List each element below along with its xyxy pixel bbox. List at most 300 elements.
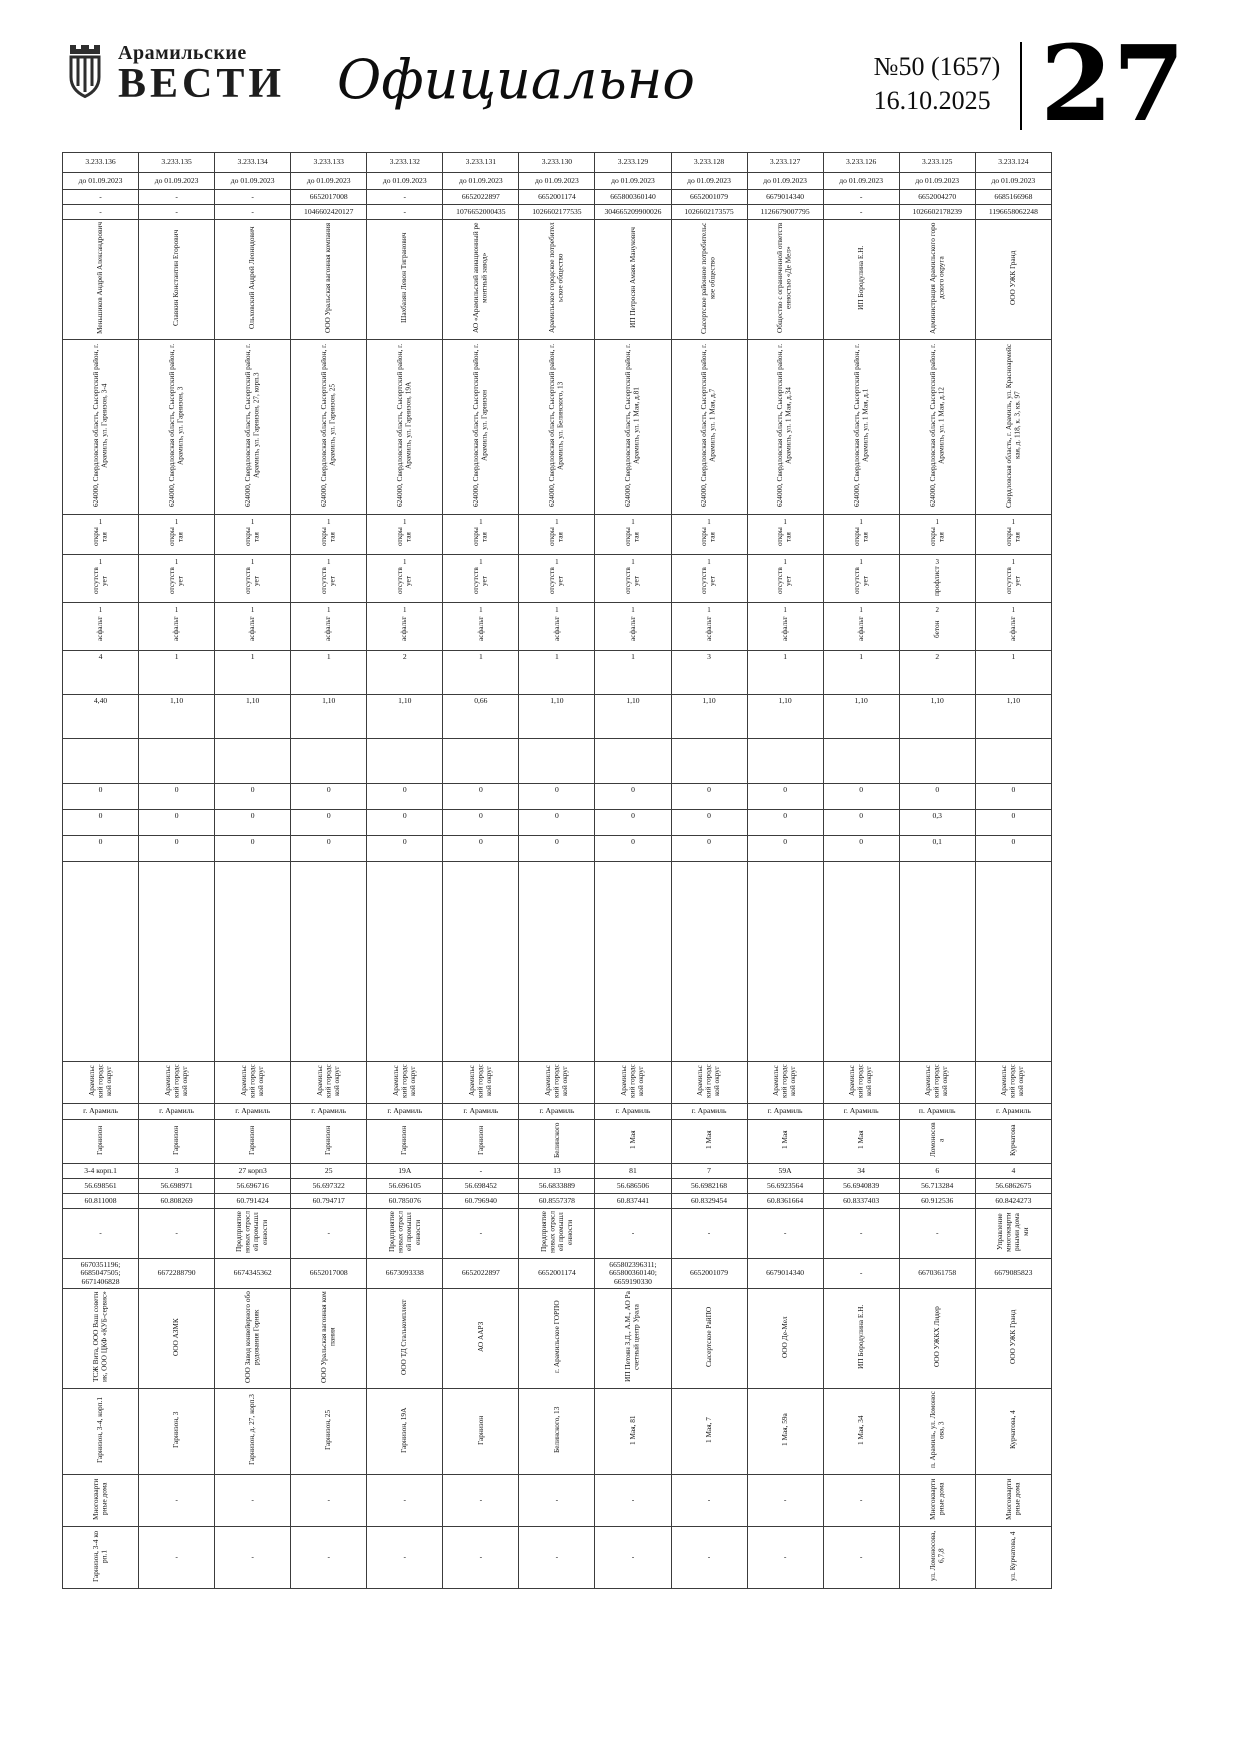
vertical-cell-text: Сысертское районное потребительское общество (699, 222, 718, 334)
cell-text: г. Арамиль (311, 1106, 347, 1116)
cell-text: 56.698971 (160, 1180, 193, 1190)
row-empty-1-cell-2 (139, 739, 215, 784)
vertical-cell-text: открытая (699, 527, 718, 547)
row-mgmt-name-cell-3 (215, 1289, 291, 1389)
vertical-cell-text: отсутствует (547, 567, 565, 595)
count-value: 1 (479, 606, 483, 615)
row-inn-cell-13 (975, 190, 1051, 205)
vertical-cell-text: Гарнизон, 3-4, корп.1 (95, 1397, 105, 1464)
count-value: 3 (935, 558, 939, 567)
row-street (63, 1120, 1052, 1164)
cell-text: - (99, 191, 102, 201)
vertical-cell-text: Предприятие новых отраслей промышленности (234, 1211, 270, 1254)
cell-text: 0 (250, 811, 255, 820)
brand-text (118, 42, 286, 108)
row-count-cell-6 (443, 651, 519, 695)
row-fence-cell-12 (899, 555, 975, 603)
vertical-cell-text: 624000, Свердловская область, Сысертский район, г. Арамиль, ул. 1 Мая, д.34 (775, 344, 794, 508)
row-mgmt-address-cell-3 (215, 1389, 291, 1475)
row-area-cell-1 (63, 695, 139, 739)
cell-text: до 01.09.2023 (78, 175, 123, 185)
vertical-cell-text: АО «Арамильский авиационный ремонтный завод» (471, 223, 489, 334)
vertical-cell-text: открытая (547, 527, 565, 547)
count-value: 1 (935, 518, 939, 527)
vertical-cell-text: асфальт (247, 617, 257, 642)
cell-text: 3.233.131 (465, 157, 497, 167)
cell-text: - (783, 1552, 787, 1562)
vertical-cell-text: Сысертское РайПО (703, 1307, 713, 1368)
vertical-cell-text: отсутствует (471, 567, 489, 595)
row-housing-type-cell-10 (747, 1475, 823, 1527)
row-latitude-cell-1 (63, 1179, 139, 1194)
row-housing-type-cell-4 (291, 1475, 367, 1527)
vertical-cell-text: 624000, Свердловская область, Сысертский район, г. Арамиль, ул. Гарнизон, 3-4 (90, 344, 109, 508)
cell-text: до 01.09.2023 (611, 175, 655, 185)
row-mgmt-inn-cell-7 (519, 1259, 595, 1289)
cell-text: 2 (935, 652, 940, 661)
row-ground-type-cell-3 (215, 515, 291, 555)
cell-text: 1 (631, 652, 635, 661)
vertical-cell-text: 624000, Свердловская область, Сысертский район, г. Арамиль, ул. 1 Мая, д.81 (623, 344, 641, 508)
cell-text: 3.233.125 (922, 157, 953, 167)
row-empty-2 (63, 862, 1052, 1062)
vertical-cell-text: ООО Уральская вагонная компания (323, 223, 333, 334)
row-surface-cell-1 (63, 603, 139, 651)
cell-text: 3.233.128 (693, 157, 725, 167)
cell-text: - (859, 1552, 863, 1562)
row-mgmt-address-cell-12 (899, 1389, 975, 1475)
row-mgmt-inn (63, 1259, 1052, 1289)
cell-text: 56.6833889 (538, 1180, 575, 1190)
cell-text: 56.6982168 (690, 1180, 728, 1190)
row-inn-cell-6 (443, 190, 519, 205)
section-title: Официально (337, 48, 695, 111)
cell-text: до 01.09.2023 (763, 175, 807, 185)
row-owner-name-cell-8 (595, 220, 671, 340)
newspaper-logo (62, 40, 285, 107)
row-activity-cell-2 (139, 1209, 215, 1259)
vertical-cell-text: ООО Де-Мел (779, 1316, 789, 1359)
row-date-cell-10 (747, 173, 823, 190)
vertical-cell-text: 1 Мая (779, 1130, 789, 1150)
vertical-cell-text: открытая (851, 527, 870, 547)
row-surface-cell-4 (291, 603, 367, 651)
row-empty-1-cell-9 (671, 739, 747, 784)
cell-text: - (707, 1552, 711, 1562)
row-city-cell-6 (443, 1104, 519, 1120)
cell-text: 3.233.129 (617, 157, 649, 167)
row-housing-type-cell-5 (367, 1475, 443, 1527)
cell-text: до 01.09.2023 (382, 175, 427, 185)
cell-text: 0 (326, 837, 331, 846)
row-area-cell-8 (595, 695, 671, 739)
row-activity-cell-12 (899, 1209, 975, 1259)
row-fence-cell-3 (215, 555, 291, 603)
row-mgmt-address-cell-8 (595, 1389, 671, 1475)
cell-text: 0 (1011, 785, 1016, 794)
row-owner-address-cell-10 (747, 340, 823, 515)
row-zero-3-cell-9 (671, 836, 747, 862)
vertical-cell-text: Арамильский городской округ (695, 1064, 722, 1099)
row-empty-2-cell-11 (823, 862, 899, 1062)
row-zero-2-cell-3 (215, 810, 291, 836)
row-owner-name-cell-13 (975, 220, 1051, 340)
row-date-cell-6 (443, 173, 519, 190)
row-mgmt-inn-cell-8 (595, 1259, 671, 1289)
row-city-cell-7 (519, 1104, 595, 1120)
row-owner-address-cell-8 (595, 340, 671, 515)
row-fence (63, 555, 1052, 603)
cell-text: 4 (98, 652, 103, 661)
count-value: 1 (174, 558, 179, 567)
cell-text: 1,10 (550, 696, 564, 705)
vertical-cell-text: г. Арамильское ГОРПО (551, 1300, 561, 1374)
cell-text: 4,40 (93, 696, 108, 705)
row-city-cell-10 (747, 1104, 823, 1120)
vertical-cell-text: Многоквартирные дома (1003, 1478, 1022, 1520)
row-zero-1-cell-1 (63, 784, 139, 810)
count-value: 1 (555, 558, 559, 567)
row-zero-1-cell-13 (975, 784, 1051, 810)
row-housing-address (63, 1527, 1052, 1589)
vertical-cell-text: Общество с ограниченной ответственностью «Де Мел» (775, 223, 794, 334)
count-value: 1 (707, 606, 711, 615)
row-object-id-cell-12 (899, 153, 975, 173)
vertical-cell-text: ООО АЗМК (171, 1318, 181, 1357)
vertical-cell-text: ООО УЖКХ Лидер (931, 1306, 941, 1368)
cell-text: г. Арамиль (843, 1106, 879, 1116)
row-owner-address-cell-7 (519, 340, 595, 515)
vertical-cell-text: Ольховский Андрей Леонидович (247, 226, 257, 330)
vertical-cell-text: отсутствует (699, 567, 718, 595)
cell-text: 1,10 (322, 696, 336, 705)
cell-text: 0 (326, 811, 331, 820)
row-inn-cell-1 (63, 190, 139, 205)
cell-text: 60.912536 (921, 1195, 954, 1205)
cell-text: 60.8329454 (690, 1195, 728, 1205)
cell-text: до 01.09.2023 (687, 175, 731, 185)
row-count-cell-13 (975, 651, 1051, 695)
cell-text: 6652001174 (538, 1268, 576, 1278)
row-date-cell-2 (139, 173, 215, 190)
row-mgmt-inn-cell-11 (823, 1259, 899, 1289)
row-house-number (63, 1164, 1052, 1179)
vertical-cell-text: Арамильский городской округ (847, 1064, 874, 1099)
cell-text: до 01.09.2023 (458, 175, 503, 185)
row-fence-cell-13 (975, 555, 1051, 603)
vertical-cell-text: ООО Уральская вагонная компания (319, 1291, 337, 1384)
row-housing-type-cell-13 (975, 1475, 1051, 1527)
row-fence-cell-11 (823, 555, 899, 603)
row-ogrn-cell-6 (443, 205, 519, 220)
row-surface-cell-12 (899, 603, 975, 651)
cell-text: - (783, 1495, 787, 1505)
cell-text: - (175, 191, 178, 201)
row-owner-address-cell-2 (139, 340, 215, 515)
row-area-cell-3 (215, 695, 291, 739)
cell-text: 56.698452 (464, 1180, 497, 1190)
vertical-cell-text: ИП Петросян Амаяк Манукович (627, 227, 637, 329)
cell-text: - (403, 206, 407, 216)
row-activity-cell-8 (595, 1209, 671, 1259)
row-inn-cell-3 (215, 190, 291, 205)
cell-text: 0 (859, 811, 864, 820)
row-count-cell-4 (291, 651, 367, 695)
row-zero-3-cell-13 (975, 836, 1051, 862)
cell-text: 1 (555, 652, 559, 661)
vertical-cell-text: Гарнизон (171, 1125, 181, 1155)
cell-text: 1026602178239 (912, 206, 962, 216)
row-city-cell-9 (671, 1104, 747, 1120)
row-owner-address-cell-4 (291, 340, 367, 515)
vertical-cell-text: асфальт (551, 617, 561, 642)
vertical-cell-text: Шахбазян Левон Тигранович (399, 233, 409, 324)
row-city-cell-4 (291, 1104, 367, 1120)
count-value: 1 (479, 558, 483, 567)
row-housing-address-cell-10 (747, 1527, 823, 1589)
vertical-cell-text: Арамильский городской округ (923, 1064, 950, 1099)
count-value: 1 (403, 558, 407, 567)
row-ground-type-cell-11 (823, 515, 899, 555)
brand-name-top: Арамильские (118, 42, 247, 65)
row-activity-cell-1 (63, 1209, 139, 1259)
row-date-cell-9 (671, 173, 747, 190)
row-empty-1-cell-7 (519, 739, 595, 784)
row-empty-2-cell-4 (291, 862, 367, 1062)
row-mgmt-address-cell-9 (671, 1389, 747, 1475)
row-zero-2-cell-8 (595, 810, 671, 836)
count-value: 1 (98, 518, 103, 527)
cell-text: 1046602420127 (304, 206, 354, 216)
cell-text: 60.785076 (388, 1195, 421, 1205)
row-mgmt-inn-cell-10 (747, 1259, 823, 1289)
cell-text: 27 корп3 (238, 1165, 267, 1175)
vertical-cell-text: 624000, Свердловская область, Сысертский район, г. Арамиль, ул. Гарнизон (471, 344, 489, 508)
cell-text: до 01.09.2023 (991, 175, 1036, 185)
vertical-cell-text: Арамильский городской округ (238, 1064, 265, 1099)
cell-text: 3.233.127 (769, 157, 801, 167)
vertical-cell-text: асфальт (95, 617, 105, 642)
row-street-cell-10 (747, 1120, 823, 1164)
row-housing-address-cell-3 (215, 1527, 291, 1589)
vertical-cell-text: 1 Мая, 7 (703, 1417, 713, 1444)
row-object-id-cell-6 (443, 153, 519, 173)
row-latitude-cell-9 (671, 1179, 747, 1194)
vertical-cell-text: 624000, Свердловская область, Сысертский район, г. Арамиль, ул. 1 Мая, д.7 (699, 344, 718, 508)
cell-text: - (251, 1495, 254, 1505)
cell-text: 0 (98, 837, 103, 846)
row-house-number-cell-10 (747, 1164, 823, 1179)
row-housing-type-cell-2 (139, 1475, 215, 1527)
count-value: 1 (631, 518, 635, 527)
count-value: 1 (783, 606, 787, 615)
row-street-cell-8 (595, 1120, 671, 1164)
row-latitude-cell-10 (747, 1179, 823, 1194)
vertical-cell-text: ИП Бородулина Е.Н. (855, 246, 865, 311)
row-object-id-cell-4 (291, 153, 367, 173)
row-ogrn-cell-7 (519, 205, 595, 220)
row-object-id (63, 153, 1052, 173)
row-zero-3-cell-11 (823, 836, 899, 862)
row-zero-3 (63, 836, 1052, 862)
cell-text: 56.6923564 (767, 1180, 804, 1190)
cell-text: 56.6940839 (843, 1180, 880, 1190)
cell-text: 0 (174, 811, 179, 820)
row-mgmt-address-cell-10 (747, 1389, 823, 1475)
row-house-number-cell-6 (443, 1164, 519, 1179)
row-house-number-cell-13 (975, 1164, 1051, 1179)
cell-text: 6672288790 (157, 1268, 196, 1278)
vertical-cell-text: Курчатова (1008, 1124, 1018, 1156)
cell-text: п. Арамиль (918, 1106, 956, 1116)
vertical-cell-text: профлист (931, 566, 941, 597)
vertical-cell-text: ООО УЖК Гранд (1008, 1310, 1018, 1365)
row-zero-2-cell-9 (671, 810, 747, 836)
row-empty-1-cell-4 (291, 739, 367, 784)
vertical-cell-text: Многоквартирные дома (90, 1478, 109, 1520)
row-house-number-cell-11 (823, 1164, 899, 1179)
row-date-cell-8 (595, 173, 671, 190)
row-empty-2-cell-13 (975, 862, 1051, 1062)
row-housing-address-cell-13 (975, 1527, 1051, 1589)
vertical-cell-text: асфальт (855, 617, 865, 642)
row-count-cell-11 (823, 651, 899, 695)
row-activity-cell-7 (519, 1209, 595, 1259)
cell-text: - (327, 1228, 330, 1238)
row-object-id-cell-11 (823, 153, 899, 173)
row-area-cell-5 (367, 695, 443, 739)
cell-text: до 01.09.2023 (230, 175, 275, 185)
vertical-cell-text: открытая (623, 527, 641, 547)
cell-text: 1,10 (1006, 696, 1021, 705)
cell-text: 6 (935, 1165, 940, 1175)
row-ogrn-cell-13 (975, 205, 1051, 220)
vertical-cell-text: ул. Ломоносова, 6,7,8 (927, 1531, 946, 1582)
cell-text: 56.697322 (312, 1180, 345, 1190)
cell-text: 665800360140 (610, 191, 656, 201)
row-district-cell-6 (443, 1062, 519, 1104)
row-mgmt-address-cell-7 (519, 1389, 595, 1475)
cell-text: - (479, 1552, 483, 1562)
cell-text: 2 (402, 652, 407, 661)
cell-text: 3.233.135 (161, 157, 192, 167)
row-owner-name-cell-4 (291, 220, 367, 340)
row-ground-type-cell-9 (671, 515, 747, 555)
row-fence-cell-9 (671, 555, 747, 603)
row-housing-address-cell-7 (519, 1527, 595, 1589)
vertical-cell-text: Предприятие новых отраслей промышленности (538, 1211, 574, 1254)
vertical-cell-text: открытая (166, 527, 185, 547)
row-mgmt-address-cell-2 (139, 1389, 215, 1475)
row-count-cell-3 (215, 651, 291, 695)
row-zero-1-cell-12 (899, 784, 975, 810)
vertical-cell-text: открытая (243, 527, 261, 547)
row-area (63, 695, 1052, 739)
cell-text: 6652004270 (918, 191, 957, 201)
count-value: 1 (707, 558, 711, 567)
row-inn-cell-7 (519, 190, 595, 205)
cell-text: 1 (1011, 652, 1016, 661)
cell-text: 1,10 (854, 696, 868, 705)
row-empty-1-cell-11 (823, 739, 899, 784)
row-latitude-cell-2 (139, 1179, 215, 1194)
cell-text: 56.696105 (388, 1180, 421, 1190)
cell-text: 6685166968 (994, 191, 1033, 201)
row-empty-2-cell-7 (519, 862, 595, 1062)
row-house-number-cell-9 (671, 1164, 747, 1179)
row-street-cell-11 (823, 1120, 899, 1164)
row-ground-type-cell-10 (747, 515, 823, 555)
cell-text: 6670351196; 6685047505; 6671406828 (80, 1259, 121, 1286)
row-date-cell-4 (291, 173, 367, 190)
count-value: 1 (555, 518, 559, 527)
cell-text: 19А (398, 1165, 412, 1175)
coat-of-arms-icon (62, 40, 108, 107)
row-house-number-cell-8 (595, 1164, 671, 1179)
cell-text: 60.796940 (464, 1195, 497, 1205)
row-district-cell-12 (899, 1062, 975, 1104)
vertical-cell-text: Арамильский городской округ (390, 1064, 418, 1099)
row-mgmt-inn-cell-13 (975, 1259, 1051, 1289)
row-object-id-cell-3 (215, 153, 291, 173)
cell-text: 56.686506 (616, 1180, 650, 1190)
vertical-cell-text: Гарнизон, д. 27, корп.3 (247, 1394, 257, 1466)
row-housing-address-cell-6 (443, 1527, 519, 1589)
vertical-cell-text: отсутствует (243, 567, 261, 595)
row-object-id-cell-10 (747, 153, 823, 173)
row-inn-cell-11 (823, 190, 899, 205)
cell-text: 0 (783, 785, 787, 794)
cell-text: 60.837441 (616, 1195, 650, 1205)
count-value: 1 (479, 518, 483, 527)
cell-text: - (859, 1228, 863, 1238)
vertical-cell-text: Арамильский городской округ (466, 1064, 494, 1099)
cell-text: - (251, 191, 254, 201)
count-value: 1 (631, 558, 635, 567)
row-owner-name-cell-10 (747, 220, 823, 340)
vertical-cell-text: открытая (319, 527, 337, 547)
row-owner-name-cell-5 (367, 220, 443, 340)
row-owner-address-cell-11 (823, 340, 899, 515)
row-street-cell-13 (975, 1120, 1051, 1164)
row-empty-2-cell-6 (443, 862, 519, 1062)
row-mgmt-name-cell-12 (899, 1289, 975, 1389)
row-owner-address-cell-3 (215, 340, 291, 515)
row-date-cell-5 (367, 173, 443, 190)
row-street-cell-2 (139, 1120, 215, 1164)
row-housing-address-cell-5 (367, 1527, 443, 1589)
vertical-cell-text: отсутствует (90, 567, 109, 595)
cell-text: 0 (250, 837, 255, 846)
cell-text: 3.233.132 (389, 157, 420, 167)
cell-text: - (631, 1495, 635, 1505)
row-longitude-cell-5 (367, 1194, 443, 1209)
cell-text: 6652017008 (309, 1268, 348, 1278)
cell-text: - (403, 191, 407, 201)
row-owner-name-cell-2 (139, 220, 215, 340)
row-owner-name-cell-3 (215, 220, 291, 340)
cell-text: 1 (326, 652, 331, 661)
row-zero-1-cell-7 (519, 784, 595, 810)
count-value: 1 (631, 606, 635, 615)
cell-text: 0 (631, 785, 635, 794)
row-ogrn-cell-9 (671, 205, 747, 220)
row-fence-cell-5 (367, 555, 443, 603)
row-activity-cell-6 (443, 1209, 519, 1259)
row-longitude-cell-7 (519, 1194, 595, 1209)
row-empty-1-cell-13 (975, 739, 1051, 784)
cell-text: - (327, 1495, 330, 1505)
